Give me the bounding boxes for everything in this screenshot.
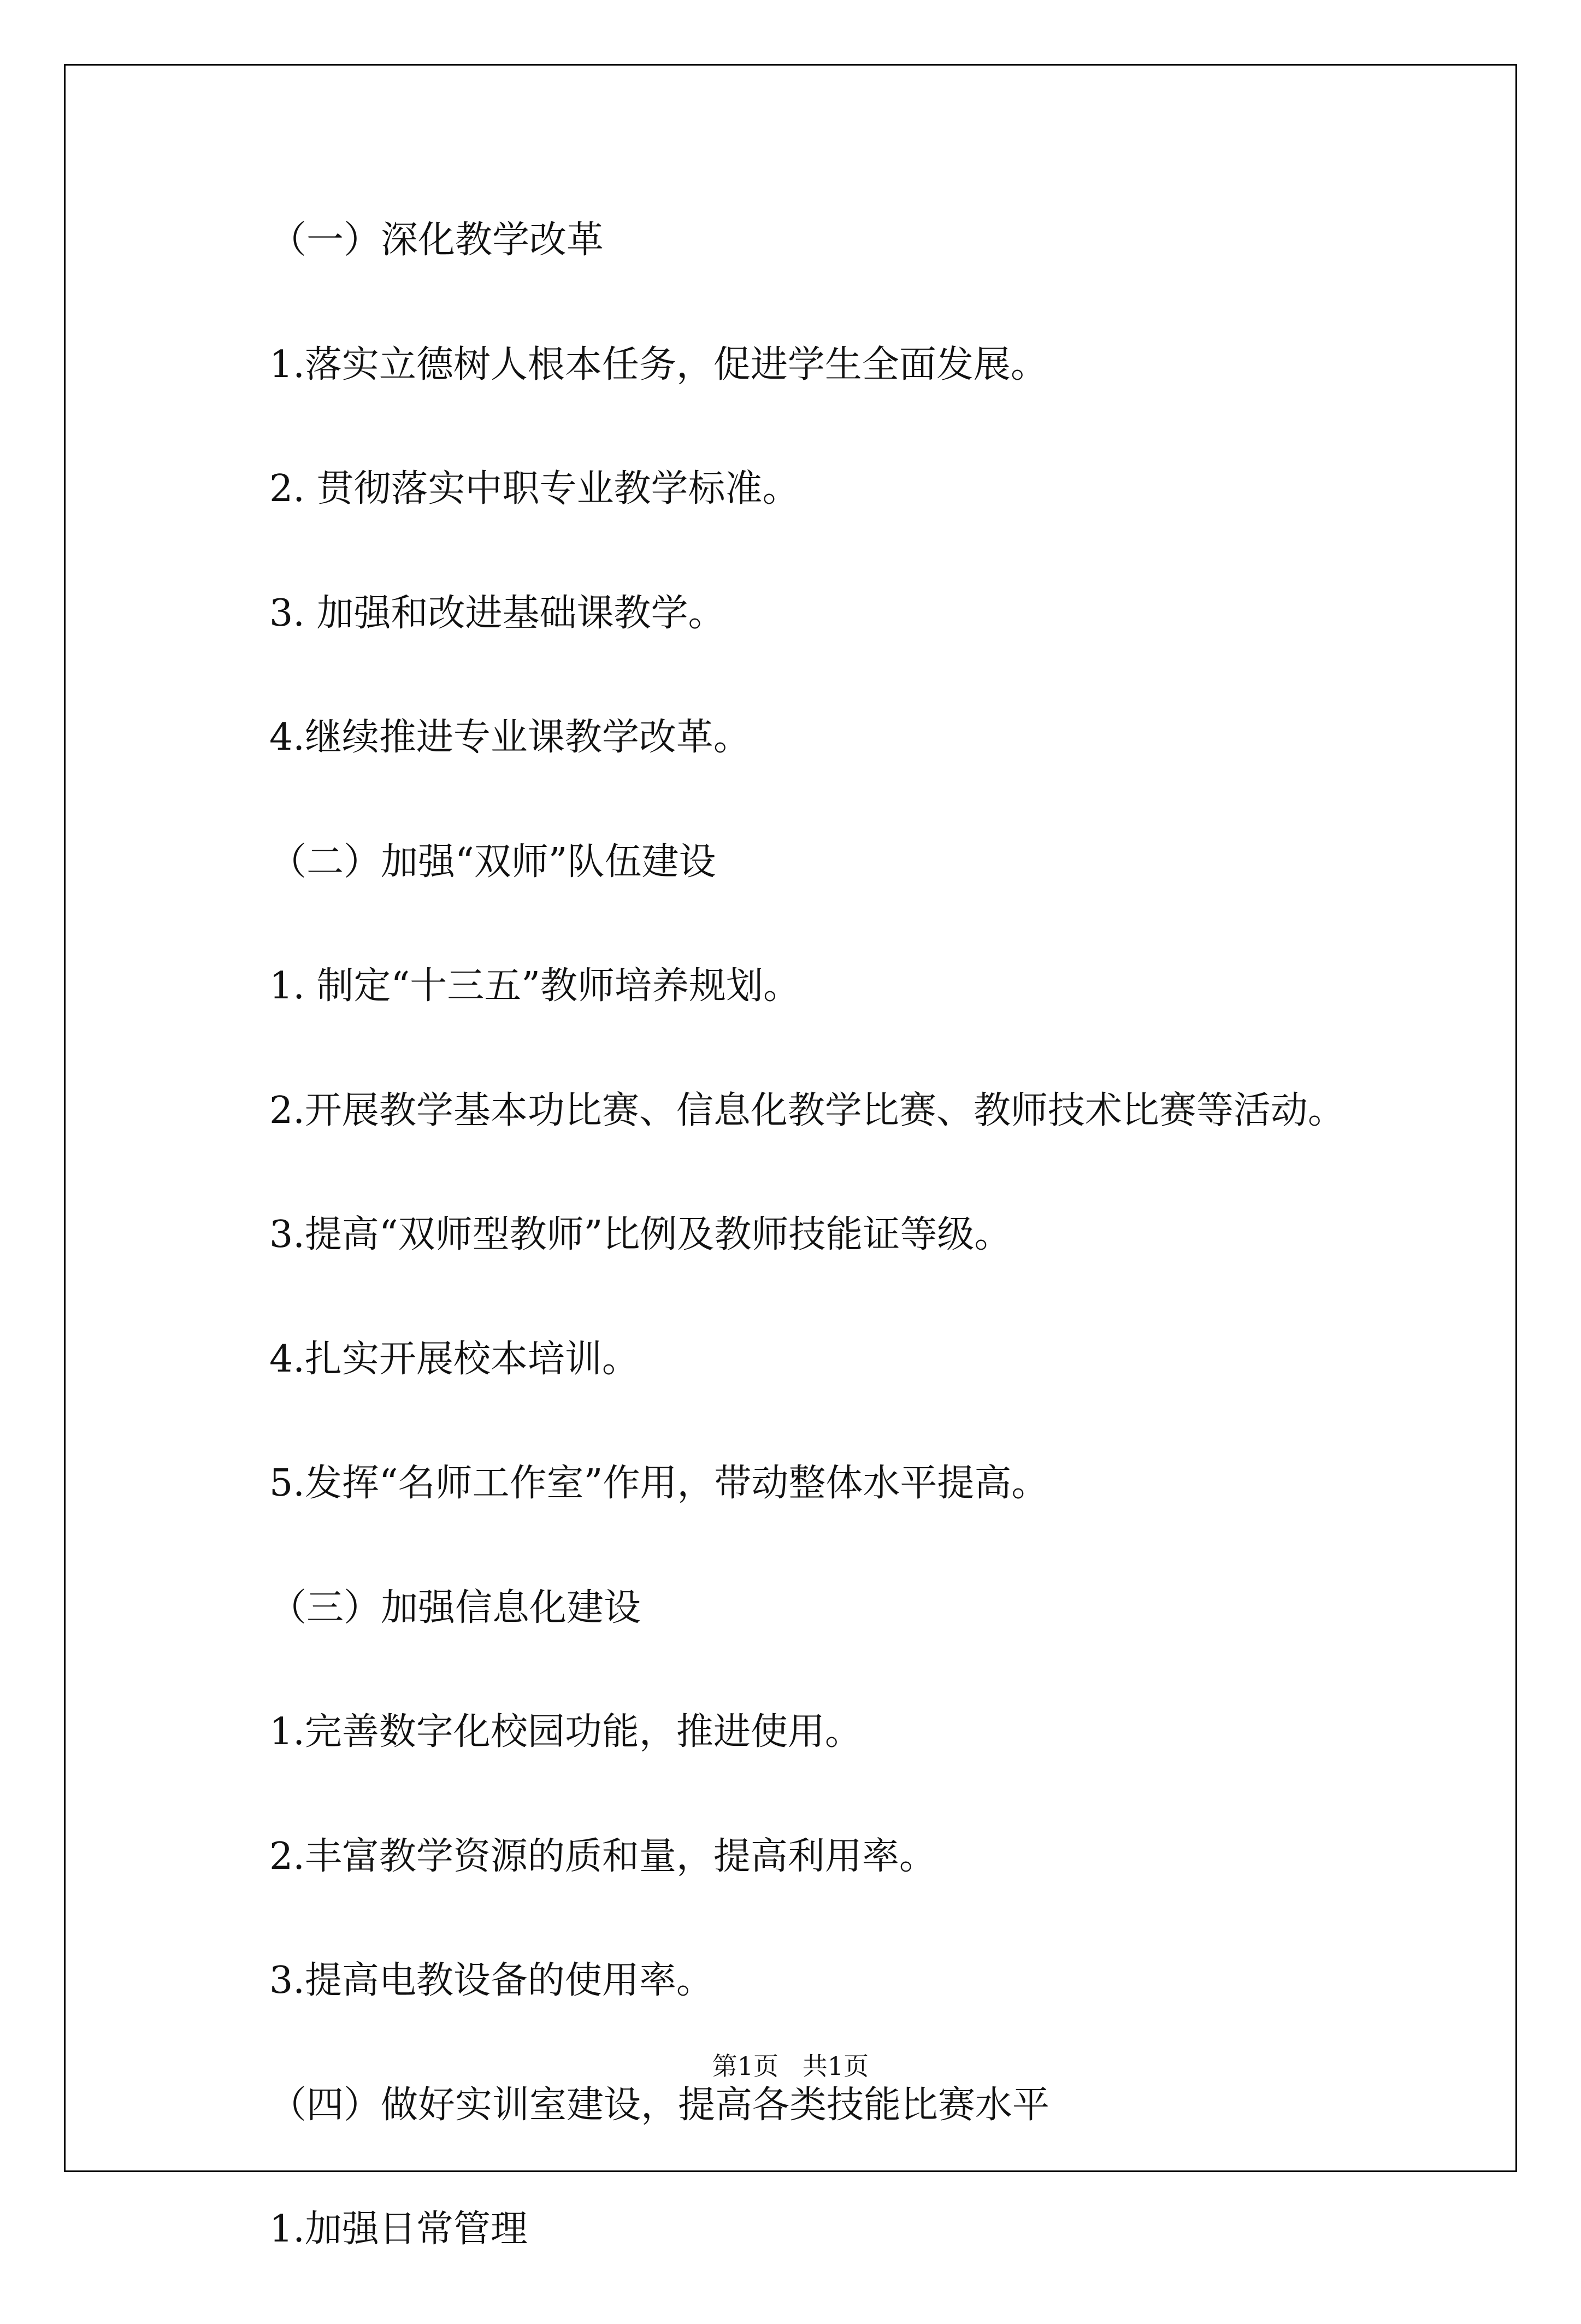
list-item: 3. 加强和改进基础课教学。	[269, 591, 725, 635]
section-heading-3: （三）加强信息化建设	[269, 1586, 641, 1629]
page-footer	[0, 2046, 1581, 2082]
document-body	[269, 210, 1493, 2324]
list-item: 1. 制定“十三五”教师培养规划。	[269, 964, 801, 1008]
list-item: 4.扎实开展校本培训。	[269, 1337, 639, 1381]
list-item: 3.提高“双师型教师”比例及教师技能证等级。	[269, 1213, 1012, 1256]
list-item: 2.丰富教学资源的质和量，提高利用率。	[269, 1834, 936, 1878]
list-item: 4.继续推进专业课教学改革。	[269, 716, 751, 759]
section-heading-4: （四）做好实训室建设，提高各类技能比赛水平	[269, 2083, 1050, 2127]
list-item: 2.开展教学基本功比赛、信息化教学比赛、教师技术比赛等活动。	[269, 1089, 1345, 1132]
section-heading-1: （一）深化教学改革	[269, 219, 604, 262]
list-item: 3.提高电教设备的使用率。	[269, 1959, 713, 2002]
page-number: 第1页 共1页	[712, 2051, 869, 2081]
list-item: 1.完善数字化校园功能，推进使用。	[269, 1710, 862, 1754]
list-item: 5.发挥“名师工作室”作用，带动整体水平提高。	[269, 1462, 1049, 1505]
section-heading-2: （二）加强“双师”队伍建设	[269, 840, 716, 884]
list-item: 1.落实立德树人根本任务，促进学生全面发展。	[269, 343, 1048, 386]
list-item: 1.加强日常管理	[269, 2208, 528, 2251]
list-item: 2. 贯彻落实中职专业教学标准。	[269, 467, 800, 510]
